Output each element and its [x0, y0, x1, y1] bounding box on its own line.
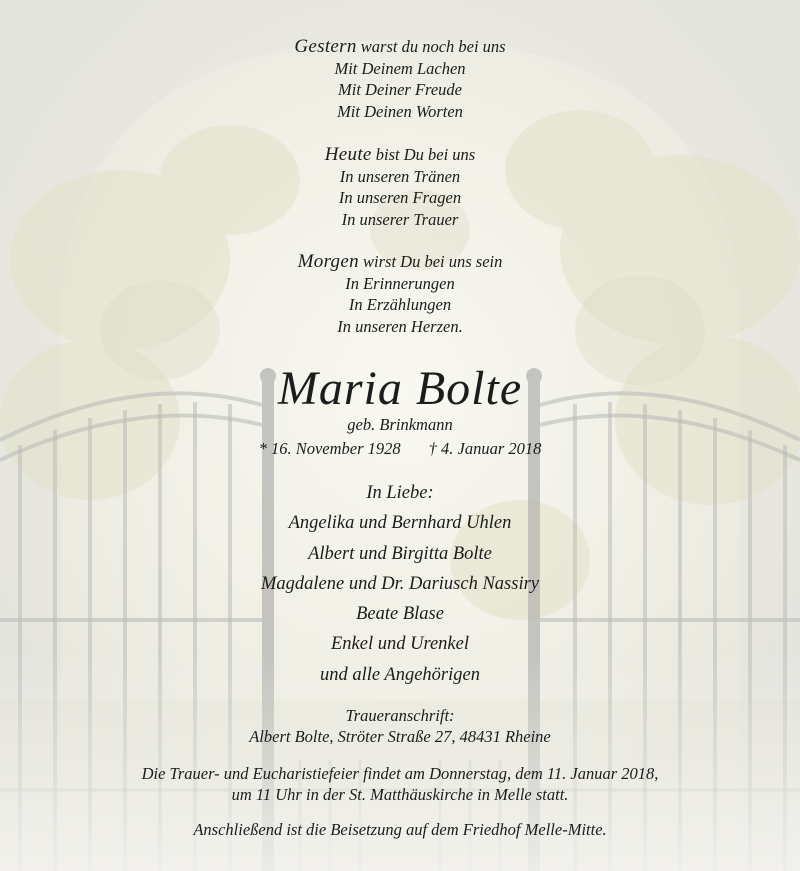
poem-line: In unseren Fragen — [338, 188, 462, 208]
poem-line: In unserer Trauer — [341, 209, 459, 229]
poem-line: Mit Deinen Worten — [337, 101, 463, 121]
poem-line: Mit Deiner Freude — [337, 80, 463, 100]
burial-info — [0, 820, 800, 841]
maiden-name: geb. Brinkmann — [347, 415, 453, 434]
poem-line — [0, 144, 800, 166]
poem-line-rest: bist Du bei uns — [371, 145, 476, 164]
poem-line: In unseren Herzen. — [337, 316, 463, 336]
deceased-name: Maria Bolte — [277, 362, 523, 415]
poem-line-rest: warst du noch bei uns — [356, 37, 506, 56]
mourner-name: Magdalene und Dr. Dariusch Nassiry — [260, 573, 539, 594]
mourning-address — [0, 706, 800, 747]
address-line: Albert Bolte, Ströter Straße 27, 48431 Rheine — [249, 726, 551, 746]
life-dates — [0, 438, 800, 459]
poem-stanza-today — [0, 144, 800, 230]
poem-lead-word: Gestern — [294, 36, 357, 57]
poem-lead-word: Heute — [324, 144, 372, 165]
mourner-name: Albert und Birgitta Bolte — [308, 543, 492, 564]
service-line: um 11 Uhr in der St. Matthäuskirche in Melle statt. — [231, 784, 569, 804]
service-line: Die Trauer- und Eucharistiefeier findet am Donnerstag, dem 11. Januar 2018, — [141, 764, 659, 783]
poem-line: In unseren Tränen — [339, 166, 461, 186]
burial-line: Anschließend ist die Beisetzung auf dem Friedhof Melle-Mitte. — [193, 820, 607, 839]
mourner-name: Angelika und Bernhard Uhlen — [288, 513, 512, 534]
poem-stanza-tomorrow — [0, 251, 800, 337]
mourners-list — [0, 478, 800, 690]
mourners-heading: In Liebe: — [366, 483, 434, 503]
mourner-name: und alle Angehörigen — [320, 664, 480, 685]
poem-line: In Erzählungen — [348, 295, 452, 315]
address-label: Traueranschrift: — [345, 706, 455, 725]
mourner-name: Beate Blase — [356, 604, 444, 625]
death-date: † 4. Januar 2018 — [428, 439, 542, 458]
poem-stanza-yesterday — [0, 36, 800, 122]
poem-line: Mit Deinem Lachen — [334, 58, 466, 78]
funeral-service-info — [0, 764, 800, 805]
poem-line-rest: wirst Du bei uns sein — [358, 252, 503, 271]
mourner-name: Enkel und Urenkel — [330, 634, 469, 655]
poem-line — [0, 36, 800, 58]
birth-date: * 16. November 1928 — [258, 439, 401, 458]
poem-line — [0, 251, 800, 273]
poem-line: In Erinnerungen — [345, 273, 455, 293]
poem-lead-word: Morgen — [297, 251, 359, 272]
